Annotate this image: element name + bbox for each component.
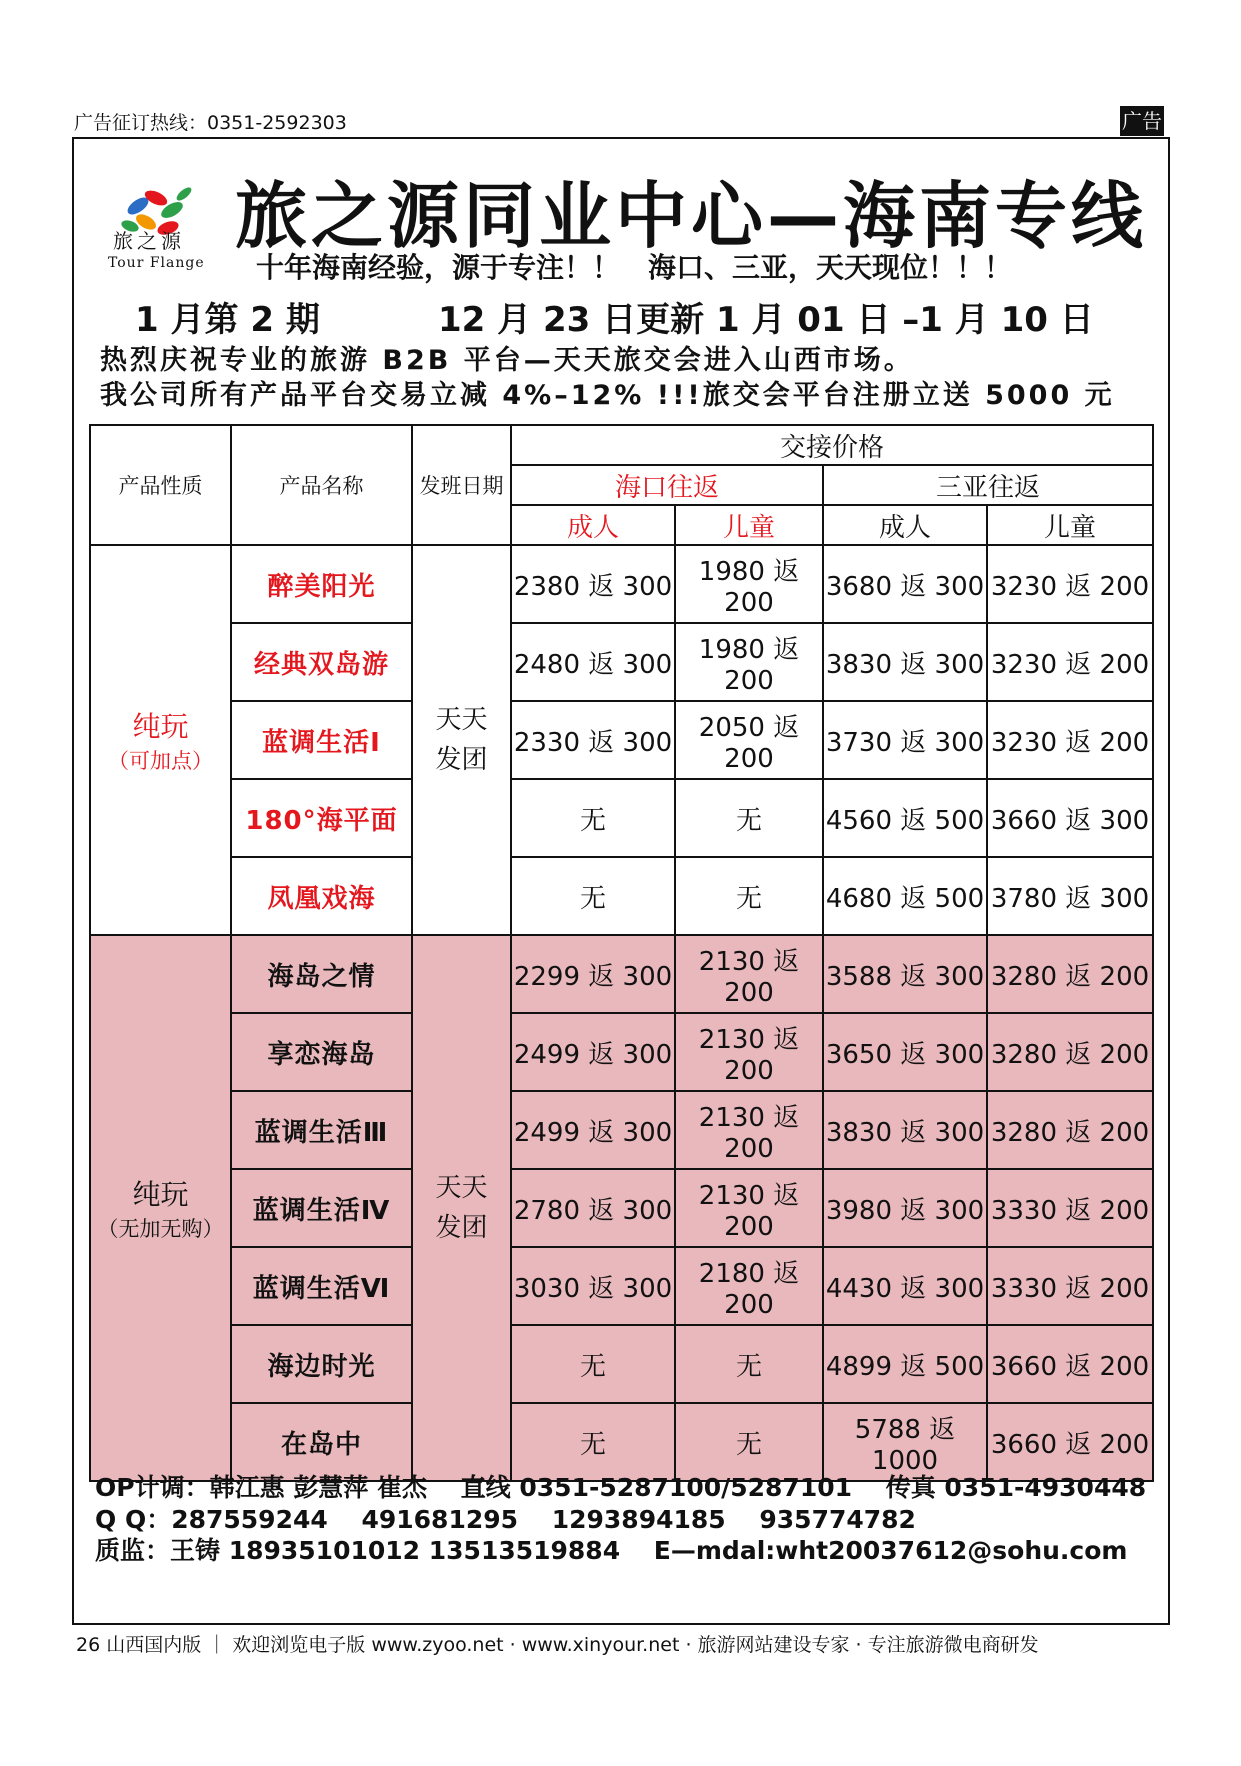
product-name: 醉美阳光 — [231, 545, 412, 623]
price-hk-child: 1980 返 200 — [675, 545, 823, 623]
price-hk-child: 2130 返 200 — [675, 1013, 823, 1091]
table-row — [90, 1013, 1153, 1091]
price-table-body — [90, 425, 1153, 1481]
price-sy-child: 3660 返 300 — [987, 779, 1153, 857]
price-sy-adult: 4899 返 500 — [823, 1325, 987, 1403]
header-sy-child: 儿童 — [987, 505, 1153, 545]
product-type-note: （可加点） — [108, 749, 213, 773]
price-hk-adult: 2299 返 300 — [511, 935, 675, 1013]
price-hk-child: 无 — [675, 1325, 823, 1403]
product-name: 享恋海岛 — [231, 1013, 412, 1091]
ad-hotline: 广告征订热线：0351-2592303 — [74, 112, 347, 134]
price-hk-child: 1980 返 200 — [675, 623, 823, 701]
price-sy-adult: 3650 返 300 — [823, 1013, 987, 1091]
price-sy-adult: 5788 返 1000 — [823, 1403, 987, 1481]
price-hk-adult: 无 — [511, 1325, 675, 1403]
price-hk-adult: 2330 返 300 — [511, 701, 675, 779]
header-price: 交接价格 — [511, 425, 1153, 465]
announcement-line-1: 热烈庆祝专业的旅游 B2B 平台—天天旅交会进入山西市场。 — [100, 345, 914, 376]
product-name: 海边时光 — [231, 1325, 412, 1403]
header-sanya: 三亚往返 — [823, 465, 1153, 505]
ad-tag: 广告 — [1120, 106, 1164, 136]
price-hk-adult: 3030 返 300 — [511, 1247, 675, 1325]
price-hk-adult: 无 — [511, 857, 675, 935]
announcement-line-2: 我公司所有产品平台交易立减 4%–12% !!!旅交会平台注册立送 5000 元 — [100, 380, 1115, 411]
price-sy-child: 3280 返 200 — [987, 1013, 1153, 1091]
product-name: 蓝调生活Ⅳ — [231, 1169, 412, 1247]
header-haikou: 海口往返 — [511, 465, 823, 505]
price-sy-adult: 3980 返 300 — [823, 1169, 987, 1247]
contact-op: OP计调：韩江惠 彭慧萍 崔杰 直线 0351-5287100/5287101 传真 0351-4930448 — [95, 1473, 1147, 1502]
price-hk-adult: 2499 返 300 — [511, 1091, 675, 1169]
price-sy-adult: 4430 返 300 — [823, 1247, 987, 1325]
price-hk-adult: 2480 返 300 — [511, 623, 675, 701]
footer: 26 山西国内版 ｜ 欢迎浏览电子版 www.zyoo.net · www.xinyour.net · 旅游网站建设专家 · 专注旅游微电商研发 — [76, 1634, 1039, 1656]
price-hk-child: 无 — [675, 779, 823, 857]
header-type: 产品性质 — [90, 425, 231, 545]
price-hk-adult: 2380 返 300 — [511, 545, 675, 623]
price-sy-child: 3280 返 200 — [987, 1091, 1153, 1169]
price-sy-child: 3230 返 200 — [987, 623, 1153, 701]
product-name: 经典双岛游 — [231, 623, 412, 701]
table-row — [90, 1169, 1153, 1247]
price-sy-child: 3230 返 200 — [987, 545, 1153, 623]
update-period: 12 月 23 日更新 1 月 01 日 –1 月 10 日 — [438, 300, 1094, 340]
price-sy-child: 3780 返 300 — [987, 857, 1153, 935]
table-row — [90, 779, 1153, 857]
contact-qq: Q Q：287559244 491681295 1293894185 935774782 — [95, 1505, 916, 1534]
price-hk-child: 2180 返 200 — [675, 1247, 823, 1325]
price-sy-adult: 4680 返 500 — [823, 857, 987, 935]
product-type-note: （无加无购） — [97, 1217, 224, 1241]
price-hk-adult: 无 — [511, 1403, 675, 1481]
table-row — [90, 1247, 1153, 1325]
price-sy-child: 3330 返 200 — [987, 1169, 1153, 1247]
price-sy-adult: 3830 返 300 — [823, 623, 987, 701]
table-row — [90, 545, 1153, 623]
product-type: 纯玩 — [132, 710, 189, 743]
price-sy-adult: 4560 返 500 — [823, 779, 987, 857]
price-hk-child: 无 — [675, 857, 823, 935]
product-name: 在岛中 — [231, 1403, 412, 1481]
logo-text-cn: 旅之源 — [113, 229, 185, 253]
product-name: 凤凰戏海 — [231, 857, 412, 935]
departure-line: 发团 — [435, 745, 488, 775]
departure-cell — [412, 935, 511, 1481]
contact-quality: 质监：王铸 18935101012 13513519884 E—mdal:wht20037612@sohu.com — [95, 1536, 1128, 1565]
price-hk-child: 2130 返 200 — [675, 1091, 823, 1169]
price-sy-child: 3230 返 200 — [987, 701, 1153, 779]
table-row — [90, 623, 1153, 701]
header-hk-adult: 成人 — [511, 505, 675, 545]
product-name: 180°海平面 — [231, 779, 412, 857]
price-sy-child: 3330 返 200 — [987, 1247, 1153, 1325]
departure-line: 天天 — [435, 1173, 488, 1203]
product-name: 蓝调生活Ⅲ — [231, 1091, 412, 1169]
page-title: 旅之源同业中心—海南专线 — [235, 174, 1148, 258]
price-table — [89, 424, 1154, 1482]
header-sy-adult: 成人 — [823, 505, 987, 545]
price-sy-adult: 3830 返 300 — [823, 1091, 987, 1169]
product-type-cell — [90, 935, 231, 1481]
table-row — [90, 1091, 1153, 1169]
price-sy-child: 3280 返 200 — [987, 935, 1153, 1013]
price-hk-child: 2130 返 200 — [675, 1169, 823, 1247]
price-sy-child: 3660 返 200 — [987, 1403, 1153, 1481]
price-hk-adult: 无 — [511, 779, 675, 857]
table-row — [90, 701, 1153, 779]
product-name: 蓝调生活Ⅰ — [231, 701, 412, 779]
departure-line: 发团 — [435, 1213, 488, 1243]
product-type-cell — [90, 545, 231, 935]
product-name: 蓝调生活Ⅵ — [231, 1247, 412, 1325]
departure-cell — [412, 545, 511, 935]
departure-line: 天天 — [435, 705, 488, 735]
price-hk-adult: 2499 返 300 — [511, 1013, 675, 1091]
table-row — [90, 857, 1153, 935]
price-sy-child: 3660 返 200 — [987, 1325, 1153, 1403]
price-sy-adult: 3730 返 300 — [823, 701, 987, 779]
table-row — [90, 935, 1153, 1013]
header-date: 发班日期 — [412, 425, 511, 545]
slogan: 十年海南经验，源于专注！！ 海口、三亚，天天现位！！！ — [256, 251, 1013, 284]
header-hk-child: 儿童 — [675, 505, 823, 545]
price-sy-adult: 3680 返 300 — [823, 545, 987, 623]
product-type: 纯玩 — [132, 1178, 189, 1211]
price-hk-adult: 2780 返 300 — [511, 1169, 675, 1247]
product-name: 海岛之情 — [231, 935, 412, 1013]
price-sy-adult: 3588 返 300 — [823, 935, 987, 1013]
issue-number: 1 月第 2 期 — [135, 300, 320, 340]
price-hk-child: 无 — [675, 1403, 823, 1481]
price-hk-child: 2050 返 200 — [675, 701, 823, 779]
header-name: 产品名称 — [231, 425, 412, 545]
logo-text-en: Tour Flange — [108, 255, 205, 271]
table-row — [90, 1325, 1153, 1403]
price-hk-child: 2130 返 200 — [675, 935, 823, 1013]
